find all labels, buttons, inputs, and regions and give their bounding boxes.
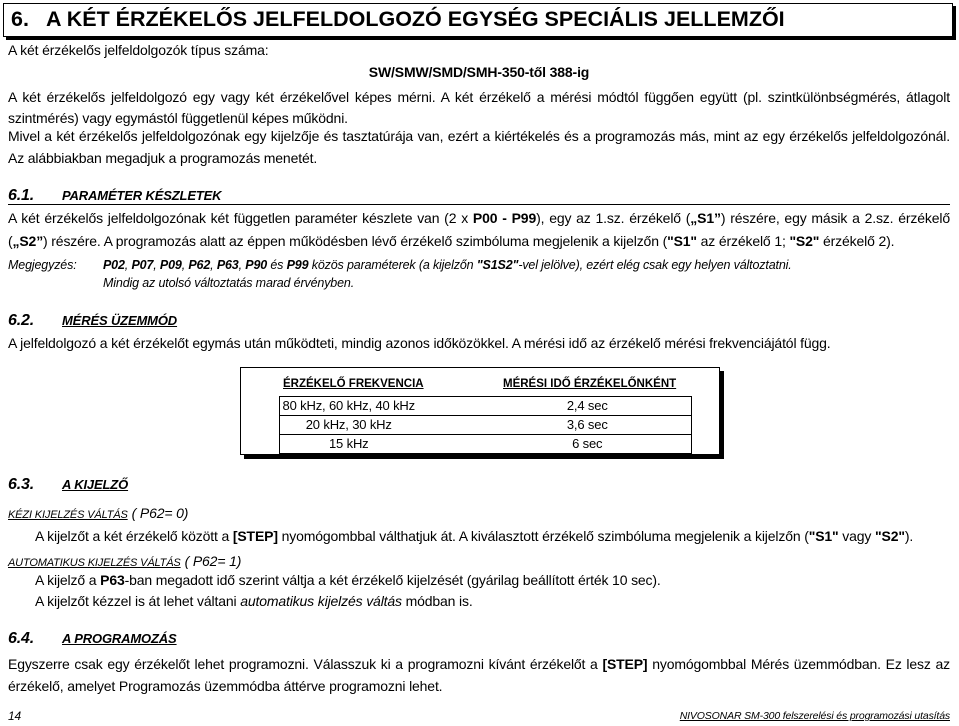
section-heading-6-2: [8, 311, 177, 329]
paragraph-text: -ban megadott idő szerint váltja a két érzékelő kijelzését (gyárilag beállított érték 10 sec).: [124, 572, 661, 588]
paragraph-text: az érzékelő 1;: [696, 233, 790, 249]
note-text: ,: [181, 258, 189, 272]
section-number: 6.4.: [8, 630, 35, 647]
paragraph-text: A kijelző a: [35, 572, 101, 588]
frequency-table-body: [279, 396, 692, 454]
table-cell-time: 3,6 sec: [484, 416, 692, 435]
table-header-frequency: ÉRZÉKELŐ FREKVENCIA: [283, 378, 424, 390]
sensor-symbol-s2: „S2”: [12, 233, 44, 249]
param-range: P00 - P99: [472, 210, 537, 226]
note-block: [8, 256, 950, 292]
frequency-table: [240, 367, 720, 455]
table-row: [280, 397, 692, 416]
table-cell-frequency: 15 kHz: [280, 435, 418, 454]
step-key: [STEP]: [602, 656, 648, 672]
param-code: P90: [245, 258, 268, 272]
note-body: [103, 256, 950, 292]
paragraph-text: érzékelő 2).: [819, 233, 895, 249]
section-heading-6-4: [8, 629, 177, 647]
table-cell-time: 2,4 sec: [484, 397, 692, 416]
subheading-param: ( P62= 1): [184, 553, 242, 569]
sensor-symbol-s2: "S2": [789, 233, 820, 249]
chapter-title-box: [3, 3, 953, 37]
section-number: 6.1.: [8, 187, 35, 204]
intro-paragraph-1: A két érzékelős jelfeldolgozó egy vagy két érzékelővel képes mérni. A két érzékelő a mérési módtól függően együtt (pl. szintkülönbségmérés, átlagolt szintmérés) vagy egymástól függetlenül képes működni.: [8, 89, 950, 126]
table-header-measurement-time: MÉRÉSI IDŐ ÉRZÉKELŐNKÉNT: [503, 378, 677, 390]
note-text: ,: [153, 258, 160, 272]
table-cell-frequency: 80 kHz, 60 kHz, 40 kHz: [280, 397, 418, 416]
param-code: P63: [100, 572, 125, 588]
paragraph-text: ) részére. A programozás alatt az éppen működésben lévő érzékelő szimbóluma megjelenik a kijelzőn (: [43, 233, 668, 249]
auto-switch-line-2: [35, 591, 955, 612]
manual-switch-text: [35, 526, 955, 547]
page-number: 14: [8, 709, 22, 723]
table-spacer: [418, 397, 484, 416]
paragraph-text: nyomógombbal Mérés üzemmódban. Ez lesz az érzékelő, amelyet Programozás üzemmódba áttérve programozni lehet.: [8, 656, 950, 694]
italic-term: automatikus kijelzés váltás: [240, 593, 402, 609]
section-number: 6.2.: [8, 312, 35, 329]
section-title: A PROGRAMOZÁS: [62, 631, 177, 646]
auto-switch-line-1: [35, 570, 955, 591]
table-row: [280, 435, 692, 454]
section-number: 6.3.: [8, 476, 35, 493]
subheading-title: KÉZI KIJELZÉS VÁLTÁS: [8, 509, 128, 521]
param-code: P63: [216, 258, 239, 272]
paragraph-text: nyomógombbal válthatjuk át. A kiválasztott érzékelő szimbóluma megjelenik a kijelzőn (: [277, 528, 809, 544]
manual-switch-heading: [8, 503, 188, 525]
param-code: P99: [286, 258, 309, 272]
chapter-title: A KÉT ÉRZÉKELŐS JELFELDOLGOZÓ EGYSÉG SPECIÁLIS JELLEMZŐI: [46, 7, 785, 31]
param-code: P02: [103, 258, 125, 272]
sensor-symbol-s2: "S2": [875, 528, 905, 544]
table-row: [280, 416, 692, 435]
table-spacer: [418, 435, 484, 454]
paragraph-text: vagy: [838, 528, 876, 544]
paragraph-text: ).: [904, 528, 914, 544]
page-footer: [8, 708, 950, 724]
note-text: közös paraméterek (a kijelzőn: [308, 258, 477, 272]
note-line-2: Mindig az utolsó változtatás marad érvényben.: [103, 276, 355, 290]
measurement-mode-paragraph: A jelfeldolgozó a két érzékelőt egymás után működteti, mindig azonos időközökkel. A mérési idő az érzékelő mérési frekvenciájától függ.: [8, 335, 831, 351]
param-code: P09: [159, 258, 182, 272]
intro-paragraph-2: Mivel a két érzékelős jelfeldolgozónak egy kijelzője és tasztatúrája van, ezért a kiértékelés és a programozás más, mint az egy érzékelős jelfeldolgozónál. Az alábbiakban megadjuk a programozás menetét.: [8, 128, 950, 166]
paragraph-text: A kijelzőt kézzel is át lehet váltani: [35, 593, 241, 609]
note-label: Megjegyzés:: [8, 258, 77, 272]
note-text: ,: [210, 258, 217, 272]
sensor-symbol-s1: „S1”: [690, 210, 721, 226]
display-symbol-s1s2: "S1S2": [476, 258, 519, 272]
paragraph-text: ), egy az 1.sz. érzékelő (: [536, 210, 691, 226]
chapter-number: 6.: [11, 7, 29, 31]
subheading-param: ( P62= 0): [131, 505, 189, 521]
programming-paragraph: [8, 653, 950, 697]
param-code: P07: [131, 258, 154, 272]
document-title: NIVOSONAR SM-300 felszerelési és programozási utasítás: [679, 710, 950, 722]
paragraph-text: A két érzékelős jelfeldolgozónak két független paraméter készlete van (2 x: [8, 210, 473, 226]
table-spacer: [418, 416, 484, 435]
paragraph-text: módban is.: [401, 593, 473, 609]
section-title: A KIJELZŐ: [62, 477, 129, 492]
param-code: P62: [188, 258, 211, 272]
note-text: és: [267, 258, 287, 272]
section-heading-6-3: [8, 475, 128, 493]
table-cell-time: 6 sec: [484, 435, 692, 454]
type-range: SW/SMW/SMD/SMH-350-től 388-ig: [368, 64, 590, 80]
paragraph-text: Egyszerre csak egy érzékelőt lehet programozni. Válasszuk ki a programozni kívánt érzékelőt a: [8, 656, 603, 672]
section-heading-6-1: [8, 186, 950, 205]
sensor-symbol-s1: "S1": [808, 528, 839, 544]
note-line-1: [103, 256, 950, 274]
step-key: [STEP]: [232, 528, 278, 544]
paragraph-text: ) részére, egy másik a 2.sz. érzékelő (: [8, 210, 950, 249]
note-text: -vel jelölve), ezért elég csak egy helyen változtatni.: [518, 258, 792, 272]
section-title: MÉRÉS ÜZEMMÓD: [62, 313, 178, 328]
type-label: A két érzékelős jelfeldolgozók típus száma:: [8, 42, 269, 58]
note-text: ,: [124, 258, 132, 272]
sensor-symbol-s1: "S1": [667, 233, 697, 249]
subheading-title: AUTOMATIKUS KIJELZÉS VÁLTÁS: [8, 557, 181, 569]
paragraph-text: A kijelzőt a két érzékelő között a: [35, 528, 233, 544]
section-title: PARAMÉTER KÉSZLETEK: [62, 188, 222, 203]
note-text: ,: [238, 258, 246, 272]
parameter-sets-paragraph: [8, 207, 950, 253]
auto-switch-text: [35, 570, 955, 612]
table-cell-frequency: 20 kHz, 30 kHz: [280, 416, 418, 435]
